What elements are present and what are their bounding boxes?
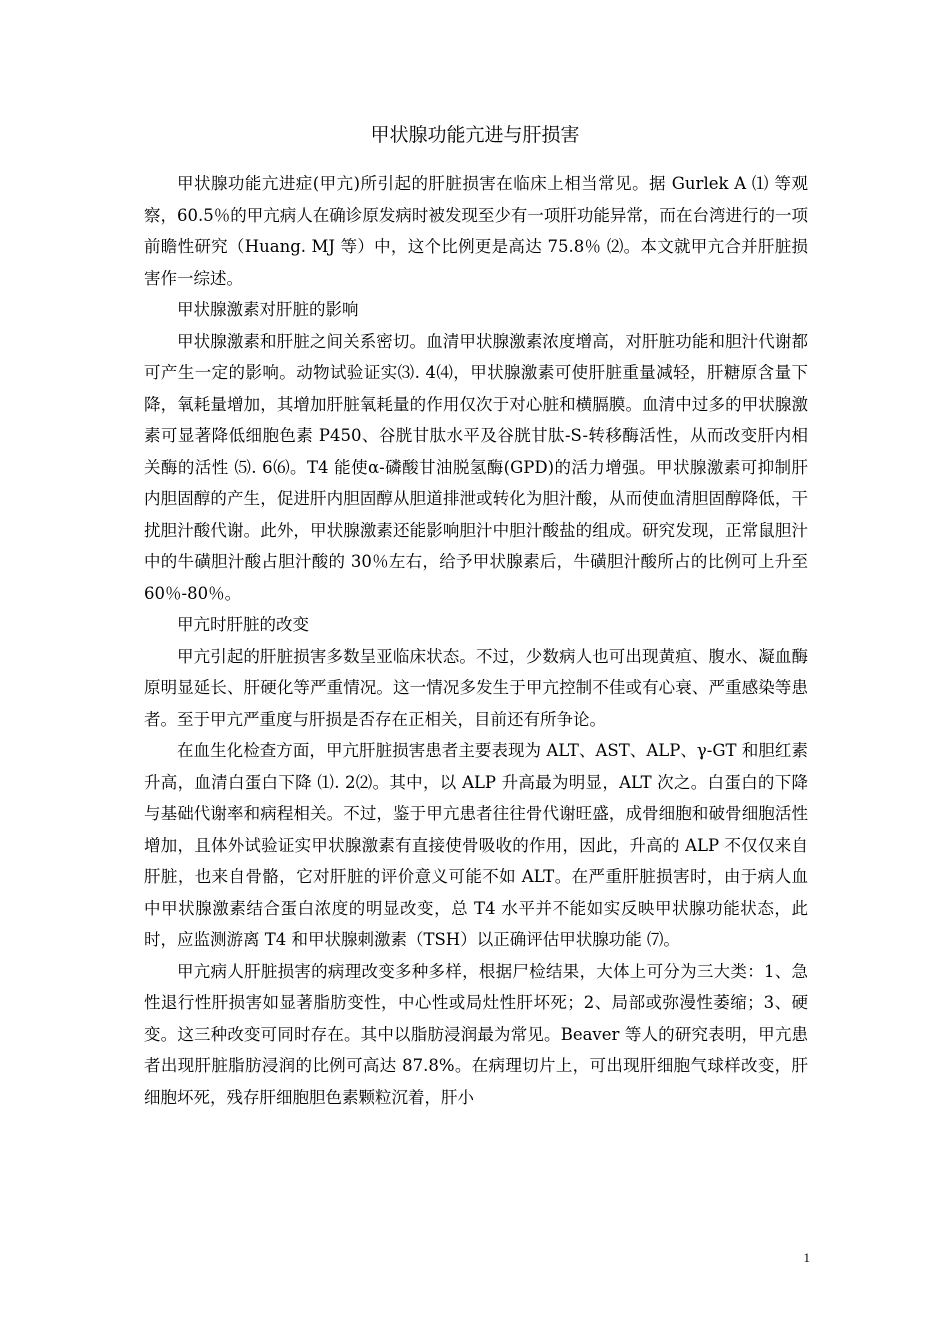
paragraph-thyroid-hormone-effects: 甲状腺激素和肝脏之间关系密切。血清甲状腺激素浓度增高，对肝脏功能和胆汁代谢都可产生一定的影响。动物试验证实⑶. 4⑷，甲状腺激素可使肝脏重量减轻，肝糖原含量下降，氧耗量增加，其增加肝脏氧耗量的作用仅次于对心脏和横膈膜。血清中过多的甲状腺激素可显著降低细胞色素 P450、谷胱甘肽水平及谷胱甘肽-S-转移酶活性，从而改变肝内相关酶的活性 ⑸. 6⑹。T4 能使α-磷酸甘油脱氢酶(GPD)的活力增强。甲状腺激素可抑制肝内胆固醇的产生，促进肝内胆固醇从胆道排泄或转化为胆汁酸，从而使血清胆固醇降低，干扰胆汁酸代谢。此外，甲状腺激素还能影响胆汁中胆汁酸盐的组成。研究发现，正常鼠胆汁中的牛磺胆汁酸占胆汁酸的 30％左右，给予甲状腺素后，牛磺胆汁酸所占的比例可上升至 60％-80％。 (144, 331, 808, 603)
section-heading-liver-changes: 甲亢时肝脏的改变 (177, 615, 309, 634)
page-number: 1 (803, 1250, 810, 1265)
paragraph-intro: 甲状腺功能亢进症(甲亢)所引起的肝脏损害在临床上相当常见。据 Gurlek A ⑴ 等观察，60.5％的甲亢病人在确诊原发病时被发现至少有一项肝功能异常，而在台湾进行的一项前瞻性研究（Huang. MJ 等）中，这个比例更是高达 75.8％ ⑵。本文就甲亢合并肝脏损害作一综述。 (144, 174, 808, 288)
paragraph-biochemistry: 在血生化检查方面，甲亢肝脏损害患者主要表现为 ALT、AST、ALP、γ-GT 和胆红素升高，血清白蛋白下降 ⑴. 2⑵。其中，以 ALP 升高最为明显，ALT 次之。白蛋白的下降与基础代谢率和病程相关。不过，鉴于甲亢患者往往骨代谢旺盛，成骨细胞和破骨细胞活性增加，且体外试验证实甲状腺激素有直接使骨吸收的作用，因此，升高的 ALP 不仅仅来自肝脏，也来自骨骼，它对肝脏的评价意义可能不如 ALT。在严重肝脏损害时，由于病人血中甲状腺激素结合蛋白浓度的明显改变，总 T4 水平并不能如实反映甲状腺功能状态，此时，应监测游离 T4 和甲状腺刺激素（TSH）以正确评估甲状腺功能 ⑺。 (144, 741, 808, 949)
document-body (144, 168, 808, 1113)
section-heading-thyroid-hormone-effects: 甲状腺激素对肝脏的影响 (177, 300, 359, 319)
paragraph-pathology: 甲亢病人肝脏损害的病理改变多种多样，根据尸检结果，大体上可分为三大类：1、急性退行性肝损害如显著脂肪变性，中心性或局灶性肝坏死；2、局部或弥漫性萎缩；3、硬变。这三种改变可同时存在。其中以脂肪浸润最为常见。Beaver 等人的研究表明，甲亢患者出现肝脏脂肪浸润的比例可高达 87.8%。在病理切片上，可出现肝细胞气球样改变，肝细胞坏死，残存肝细胞胆色素颗粒沉着，肝小 (144, 961, 808, 1107)
page-title: 甲状腺功能亢进与肝损害 (370, 124, 580, 146)
paragraph-liver-changes: 甲亢引起的肝脏损害多数呈亚临床状态。不过，少数病人也可出现黄疸、腹水、凝血酶原明显延长、肝硬化等严重情况。这一情况多发生于甲亢控制不佳或有心衰、严重感染等患者。至于甲亢严重度与肝损是否存在正相关，目前还有所争论。 (144, 646, 808, 729)
